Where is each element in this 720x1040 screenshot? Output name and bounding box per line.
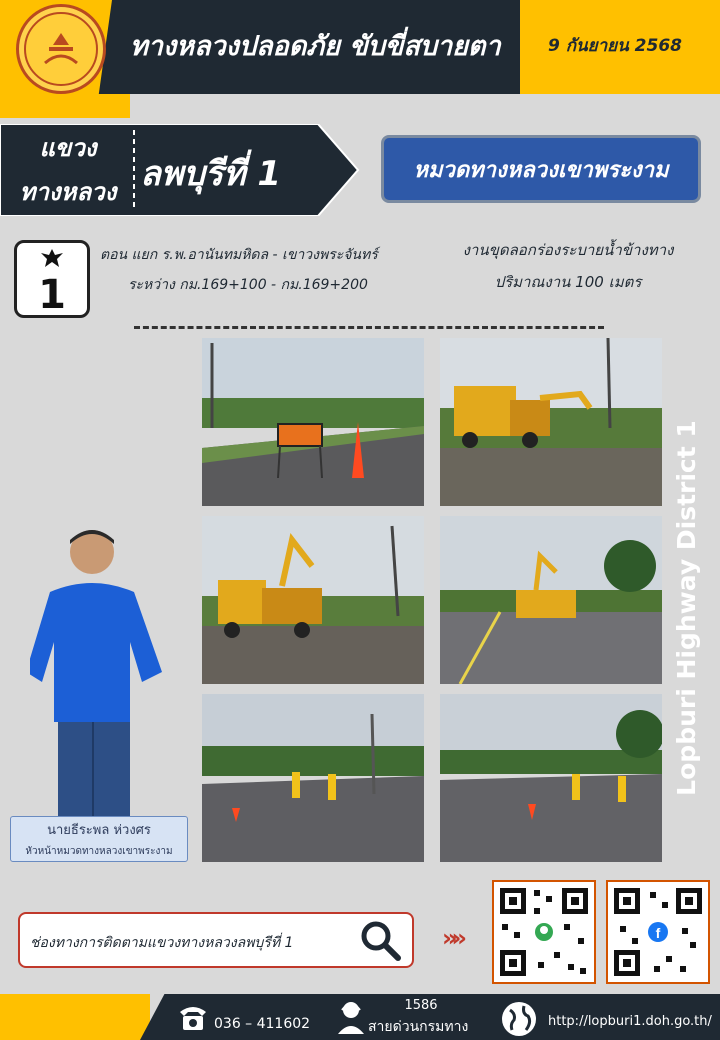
header-title: ทางหลวงปลอดภัย ขับขี่สบายตา <box>130 31 501 62</box>
unit-name-badge: หมวดทางหลวงเขาพระงาม <box>381 135 701 203</box>
photo-4-roadside-excavation <box>440 516 662 684</box>
officer-position: หัวหน้าหมวดทางหลวงเขาพระงาม <box>25 846 173 857</box>
district-watermark: Lopburi Highway District 1 <box>672 420 701 796</box>
globe-icon <box>500 1000 538 1038</box>
website-link[interactable]: http://lopburi1.doh.go.th/ <box>548 1014 712 1029</box>
department-seal-icon <box>16 4 106 94</box>
follow-channels-text: ช่องทางการติดตามแขวงทางหลวงลพบุรีที่ 1 <box>30 935 294 951</box>
svg-text:f: f <box>655 925 661 941</box>
search-icon <box>358 918 404 964</box>
route-number: 1 <box>38 272 66 318</box>
photo-6-workers-traffic <box>440 694 662 862</box>
district-name: ลพบุรีที่ 1 <box>140 154 281 194</box>
route-sign <box>14 240 90 318</box>
work-quantity: ปริมาณงาน 100 เมตร <box>494 273 642 291</box>
hotline-label: สายด่วนกรมทาง <box>368 1019 469 1035</box>
officer-name: นายธีระพล ห่วงศร <box>47 823 151 838</box>
header-date: 9 กันยายน 2568 <box>548 36 682 56</box>
district-label <box>8 126 128 214</box>
garuda-icon <box>39 247 65 269</box>
hotline-agent-icon <box>334 998 368 1036</box>
section-line1: ตอน แยก ร.พ.อานันทมหิดล - เขาวงพระจันทร์ <box>100 247 378 263</box>
phone-icon <box>176 1000 210 1034</box>
officer-name-card <box>10 816 188 862</box>
qr-code-facebook[interactable] <box>606 880 710 984</box>
officer-photo <box>30 522 170 822</box>
photo-3-excavator-ditch <box>202 516 424 684</box>
footer-accent <box>0 994 150 1040</box>
district-label-line1: แขวง <box>39 134 97 162</box>
qr-code-map[interactable] <box>492 880 596 984</box>
divider <box>134 326 604 329</box>
chevron-right-icon: »» <box>442 924 462 952</box>
section-line2: ระหว่าง กม.169+100 - กม.169+200 <box>128 277 368 293</box>
work-description: งานขุดลอกร่องระบายน้ำข้างทาง <box>462 241 674 259</box>
photo-1-road-sign <box>202 338 424 506</box>
photo-2-truck-excavator <box>440 338 662 506</box>
district-label-line2: ทางหลวง <box>19 178 117 206</box>
photo-5-workers-road <box>202 694 424 862</box>
footer-phone[interactable]: 036 – 411602 <box>214 1016 311 1032</box>
hotline-number[interactable]: 1586 <box>404 998 438 1013</box>
